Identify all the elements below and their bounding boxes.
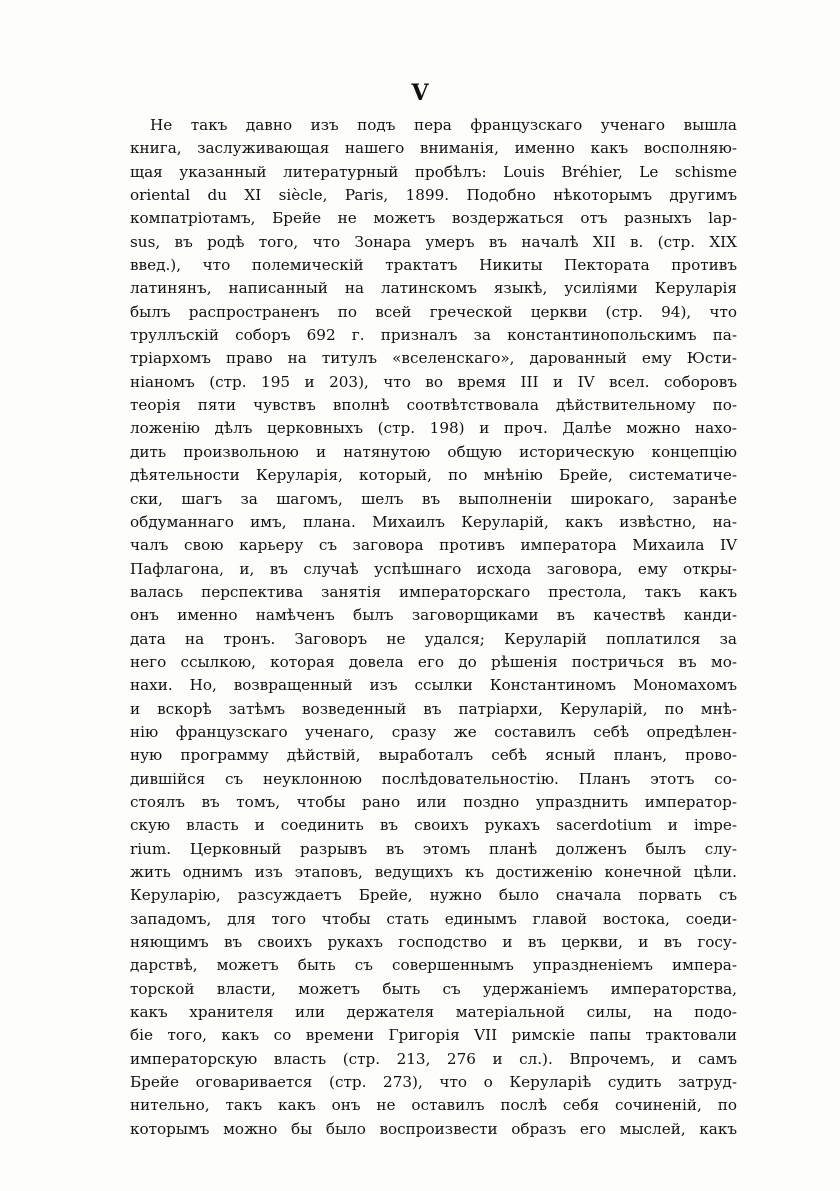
text-line: дить произвольною и натянутою общую историческую концепцію xyxy=(130,442,737,461)
text-line: дѣятельности Керуларія, который, по мнѣнію Брейе, систематиче- xyxy=(130,466,737,485)
text-line: дата на тронъ. Заговоръ не удался; Керуларій поплатился за xyxy=(130,629,737,648)
text-line: ную программу дѣйствій, выработалъ себѣ ясный планъ, прово- xyxy=(130,746,737,765)
text-line: него ссылкою, которая довела его до рѣшенія постричься въ мо- xyxy=(130,652,737,671)
text-line: теорія пяти чувствъ вполнѣ соотвѣтствовала дѣйствительному по- xyxy=(130,396,737,415)
text-line: няющимъ въ своихъ рукахъ господство и въ церкви, и въ госу- xyxy=(130,933,737,952)
text-line: императорскую власть (стр. 213, 276 и сл.). Впрочемъ, и самъ xyxy=(130,1049,737,1068)
text-line: былъ распространенъ по всей греческой церкви (стр. 94), что xyxy=(130,302,737,321)
page-number: V xyxy=(411,80,429,106)
text-line: ложенію дѣлъ церковныхъ (стр. 198) и проч. Далѣе можно нахо- xyxy=(130,419,737,438)
body-text xyxy=(130,114,737,1141)
text-line: дарствѣ, можетъ быть съ совершеннымъ упраздненіемъ импера- xyxy=(130,956,737,975)
text-line: валась перспектива занятія императорскаго престола, такъ какъ xyxy=(130,582,737,601)
text-line: книга, заслуживающая нашего вниманія, именно какъ восполняю- xyxy=(130,139,737,158)
text-line: торской власти, можетъ быть съ удержаніемъ императорства, xyxy=(130,979,737,998)
text-line: которымъ можно бы было воспроизвести образъ его мыслей, какъ xyxy=(130,1119,737,1138)
text-line: тріархомъ право на титулъ «вселенскаго», дарованный ему Юсти- xyxy=(130,349,737,368)
text-line: какъ хранителя или держателя матеріальной силы, на подо- xyxy=(130,1003,737,1022)
text-line: Пафлагона, и, въ случаѣ успѣшнаго исхода заговора, ему откры- xyxy=(130,559,737,578)
text-line: онъ именно намѣченъ былъ заговорщиками въ качествѣ канди- xyxy=(130,606,737,625)
text-line: oriental du XI siècle, Paris, 1899. Подобно нѣкоторымъ другимъ xyxy=(130,186,737,205)
text-line: нительно, такъ какъ онъ не оставилъ послѣ себя сочиненій, по xyxy=(130,1096,737,1115)
text-line: труллъскій соборъ 692 г. призналъ за константинопольскимъ па- xyxy=(130,326,737,345)
text-line: латинянъ, написанный на латинскомъ языкѣ, усиліями Керуларія xyxy=(130,279,737,298)
text-line: нію французскаго ученаго, сразу же составилъ себѣ опредѣлен- xyxy=(130,722,737,741)
text-line: sus, въ родѣ того, что Зонара умеръ въ началѣ XII в. (стр. XIX xyxy=(130,232,737,251)
text-line: Не такъ давно изъ подъ пера французскаго ученаго вышла xyxy=(150,116,737,134)
text-line: rium. Церковный разрывъ въ этомъ планѣ долженъ былъ слу- xyxy=(130,839,737,858)
text-line: чалъ свою карьеру съ заговора противъ императора Михаила IV xyxy=(130,536,737,555)
text-line: ніаномъ (стр. 195 и 203), что во время III и IV всел. соборовъ xyxy=(130,372,737,391)
text-line: дившійся съ неуклонною послѣдовательностію. Планъ этотъ со- xyxy=(130,769,737,788)
text-line: жить однимъ изъ этаповъ, ведущихъ къ достиженію конечной цѣли. xyxy=(130,863,737,881)
text-line: скую власть и соединить въ своихъ рукахъ sacerdotium и impe- xyxy=(130,816,737,835)
text-line: и вскорѣ затѣмъ возведенный въ патріархи, Керуларій, по мнѣ- xyxy=(130,699,737,718)
text-line: введ.), что полемическій трактатъ Никиты Пектората противъ xyxy=(130,256,737,275)
text-line: западомъ, для того чтобы стать единымъ главой востока, соеди- xyxy=(130,909,737,928)
text-line: компатріотамъ, Брейе не можетъ воздержаться отъ разныхъ lap- xyxy=(130,209,737,228)
text-line: біе того, какъ со времени Григорія VII римскіе папы трактовали xyxy=(130,1026,737,1045)
text-line: стоялъ въ томъ, чтобы рано или поздно упразднить император- xyxy=(130,792,737,811)
text-line: Брейе оговаривается (стр. 273), что о Керуларіѣ судить затруд- xyxy=(130,1073,737,1092)
text-line: Керуларію, разсуждаетъ Брейе, нужно было сначала порвать съ xyxy=(130,886,737,905)
text-line: обдуманнаго имъ, плана. Михаилъ Керуларій, какъ извѣстно, на- xyxy=(130,512,737,531)
text-line: ски, шагъ за шагомъ, шелъ въ выполненіи широкаго, заранѣе xyxy=(130,489,737,508)
text-line: щая указанный литературный пробѣлъ: Louis Bréhier, Le schisme xyxy=(130,162,737,181)
text-line: нахи. Но, возвращенный изъ ссылки Константиномъ Мономахомъ xyxy=(130,676,737,695)
